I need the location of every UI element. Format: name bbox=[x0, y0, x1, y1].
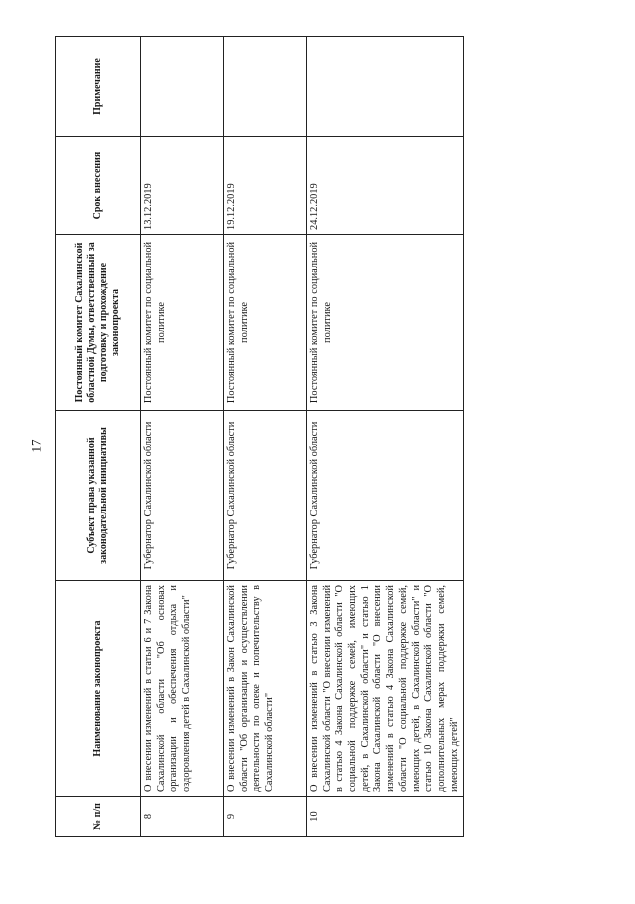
header-subject: Субъект права указанной законодательной инициативы bbox=[56, 411, 141, 581]
row-number: 10 bbox=[307, 797, 464, 837]
table-row bbox=[141, 37, 224, 837]
bill-name: О внесении изменений в Закон Сахалинской области "Об организации и осуществлении деятельности по опеке и попечительству в Сахалинской области" bbox=[224, 581, 307, 797]
bill-date: 19.12.2019 bbox=[224, 137, 307, 235]
page-number: 17 bbox=[28, 439, 44, 453]
table-row bbox=[307, 37, 464, 837]
table-header-row bbox=[56, 37, 141, 837]
bill-committee: Постоянный комитет по социальной политике bbox=[307, 235, 464, 411]
row-number: 9 bbox=[224, 797, 307, 837]
header-deadline: Срок внесения bbox=[56, 137, 141, 235]
header-bill-name: Наименование законопроекта bbox=[56, 581, 141, 797]
bill-date: 24.12.2019 bbox=[307, 137, 464, 235]
bill-name: О внесении изменений в статьи 6 и 7 Закона Сахалинской области "Об основах организации и обеспечения отдыха и оздоровления детей в Сахалинской области" bbox=[141, 581, 224, 797]
bill-name: О внесении изменений в статью 3 Закона Сахалинской области "О внесении изменений в статью 4 Закона Сахалинской области "О социальной поддержке семей, имеющих детей, в Сахалинской области" и статью 1 Закона Сахалинской области "О внесении изменений в статью 4 Закона Сахалинской области "О социальной поддержке семей, имеющих детей, в Сахалинской области" и статью 10 Закона Сахалинской области "О дополнительных мерах поддержки семей, имеющих детей" bbox=[307, 581, 464, 797]
bills-table bbox=[55, 36, 464, 837]
header-note: Примечание bbox=[56, 37, 141, 137]
table-row bbox=[224, 37, 307, 837]
bill-subject: Губернатор Сахалинской области bbox=[307, 411, 464, 581]
bill-committee: Постоянный комитет по социальной политике bbox=[224, 235, 307, 411]
bill-committee: Постоянный комитет по социальной политике bbox=[141, 235, 224, 411]
row-number: 8 bbox=[141, 797, 224, 837]
bill-subject: Губернатор Сахалинской области bbox=[224, 411, 307, 581]
bill-subject: Губернатор Сахалинской области bbox=[141, 411, 224, 581]
bill-note bbox=[224, 37, 307, 137]
bill-note bbox=[307, 37, 464, 137]
bill-note bbox=[141, 37, 224, 137]
header-number: № п/п bbox=[56, 797, 141, 837]
rotated-table-wrapper bbox=[55, 37, 460, 837]
header-committee: Постоянный комитет Сахалинской областной Думы, ответственный за подготовку и прохождение законопроекта bbox=[56, 235, 141, 411]
bill-date: 13.12.2019 bbox=[141, 137, 224, 235]
